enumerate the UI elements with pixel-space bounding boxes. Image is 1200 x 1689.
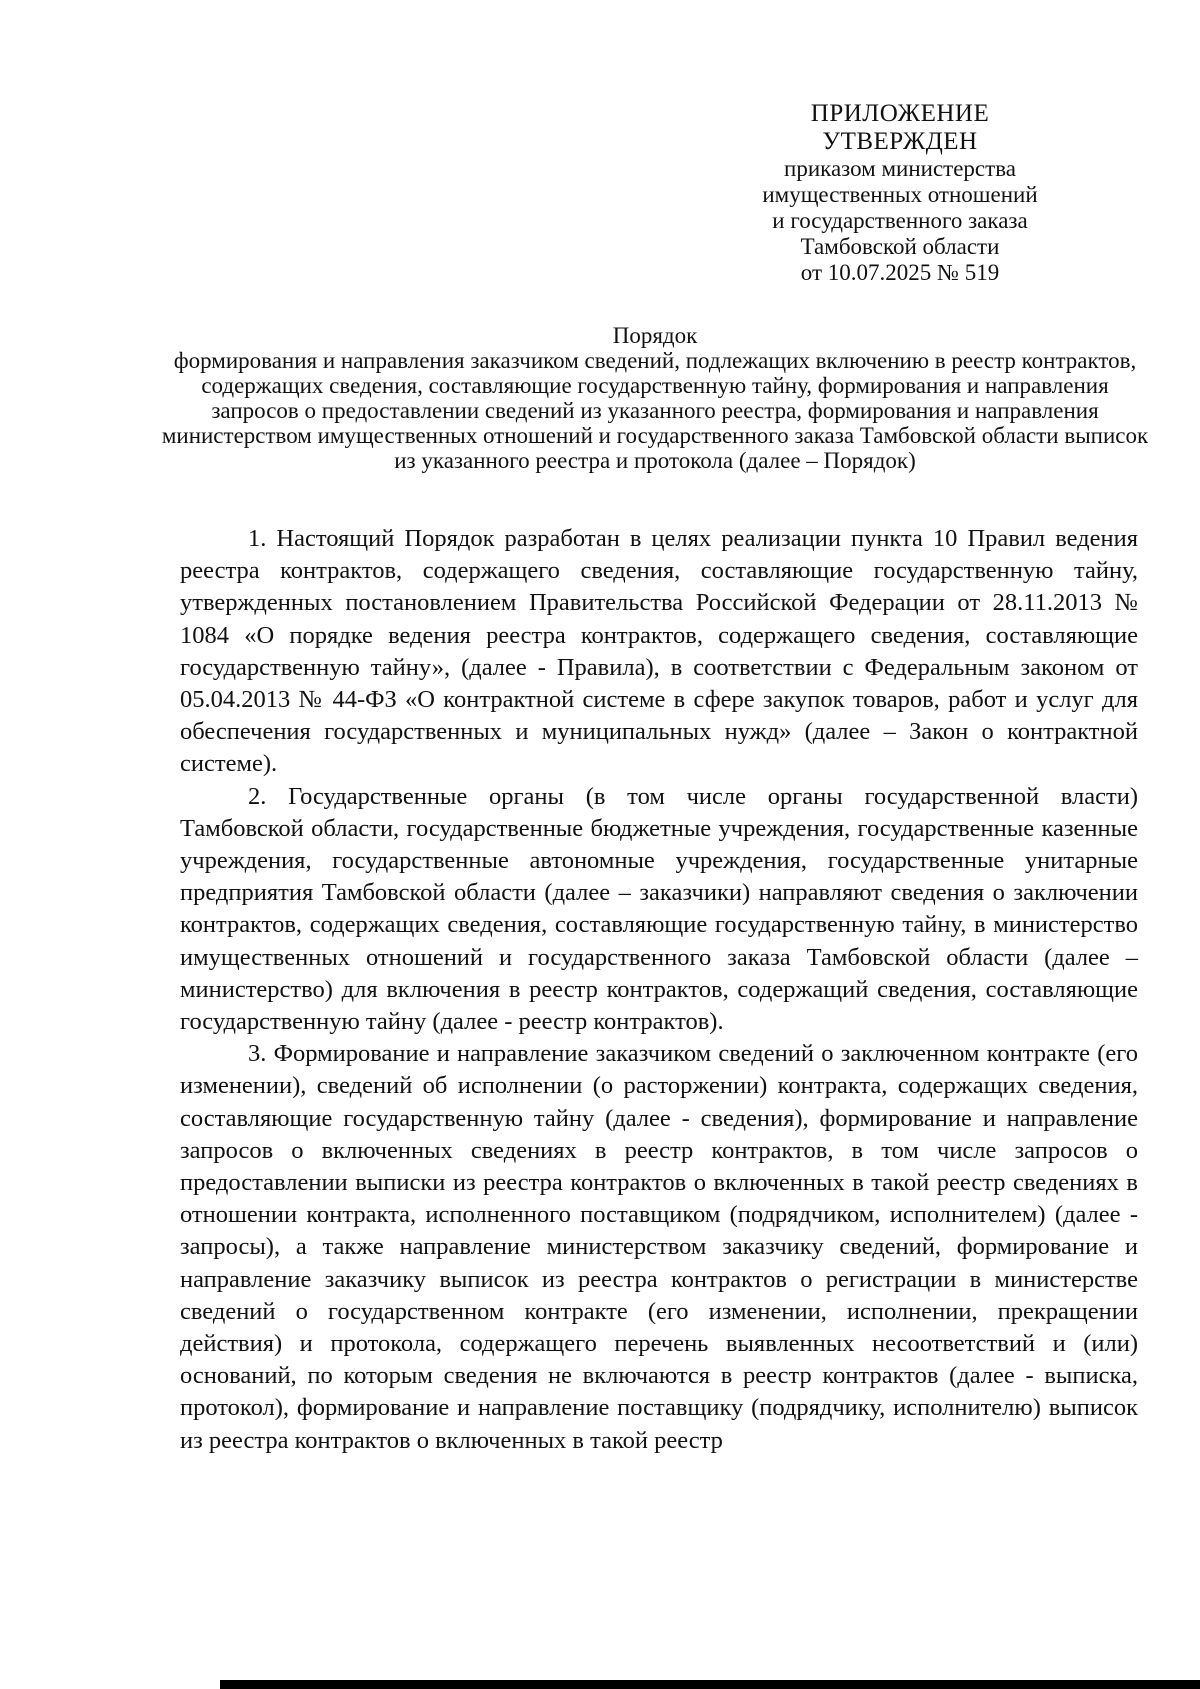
approval-line: и государственного заказа <box>772 208 1028 233</box>
paragraph-3: 3. Формирование и направление заказчиком сведений о заключенном контракте (его изменении), сведений об исполнении (о расторжении) контракта, содержащих сведения, составляющие государственную тайну (далее - сведения), формирование и направление запросов о включенных сведениях в реестр контрактов, в том числе запросов о предоставлении выписки из реестра контрактов о включенных в такой реестр сведениях в отношении контракта, исполненного поставщиком (подрядчиком, исполнителем) (далее - запросы), а также направление министерством заказчику сведений, формирование и направление заказчику выписок из реестра контрактов о регистрации в министерстве сведений о государственном контракте (его изменении, исполнении, прекращении действия) и протокола, содержащего перечень выявленных несоответствий и (или) оснований, по которым сведения не включаются в реестр контрактов (далее - выписка, протокол), формирование и направление поставщику (подрядчику, исполнителю) выписок из реестра контрактов о включенных в такой реестр <box>180 1040 1138 1454</box>
document-body <box>180 523 1138 1457</box>
approved-label: УТВЕРЖДЕН <box>822 128 978 155</box>
scan-edge-line <box>220 1680 1200 1689</box>
approval-date-number: от 10.07.2025 № 519 <box>800 260 1000 285</box>
document-title <box>160 323 1150 473</box>
paragraph-1: 1. Настоящий Порядок разработан в целях реализации пункта 10 Правил ведения реестра контрактов, содержащего сведения, составляющие государственную тайну, утвержденных постановлением Правительства Российской Федерации от 28.11.2013 № 1084 «О порядке ведения реестра контрактов, содержащего сведения, составляющие государственную тайну», (далее - Правила), в соответствии с Федеральным законом от 05.04.2013 № 44-ФЗ «О контрактной системе в сфере закупок товаров, работ и услуг для обеспечения государственных и муниципальных нужд» (далее – Закон о контрактной системе). <box>180 525 1138 778</box>
appendix-label: ПРИЛОЖЕНИЕ <box>810 100 990 127</box>
paragraph-2: 2. Государственные органы (в том числе органы государственной власти) Тамбовской области, государственные бюджетные учреждения, государственные казенные учреждения, государственные автономные учреждения, государственные унитарные предприятия Тамбовской области (далее – заказчики) направляют сведения о заключении контрактов, содержащих сведения, составляющие государственную тайну, в министерство имущественных отношений и государственного заказа Тамбовской области (далее – министерство) для включения в реестр контрактов, содержащий сведения, составляющие государственную тайну (далее - реестр контрактов). <box>180 782 1138 1036</box>
approval-line: приказом министерства <box>784 156 1016 181</box>
title-heading: Порядок <box>612 323 698 348</box>
approval-line: Тамбовской области <box>800 234 1000 259</box>
title-subtitle: формирования и направления заказчиком сведений, подлежащих включению в реестр контрактов, содержащих сведения, составляющие государственную тайну, формирования и направления запросов о предоставлении сведений из указанного реестра, формирования и направления министерством имущественных отношений и государственного заказа Тамбовской области выписок из указанного реестра и протокола (далее – Порядок) <box>161 348 1149 473</box>
approval-header <box>700 100 1100 286</box>
approval-line: имущественных отношений <box>762 182 1038 207</box>
